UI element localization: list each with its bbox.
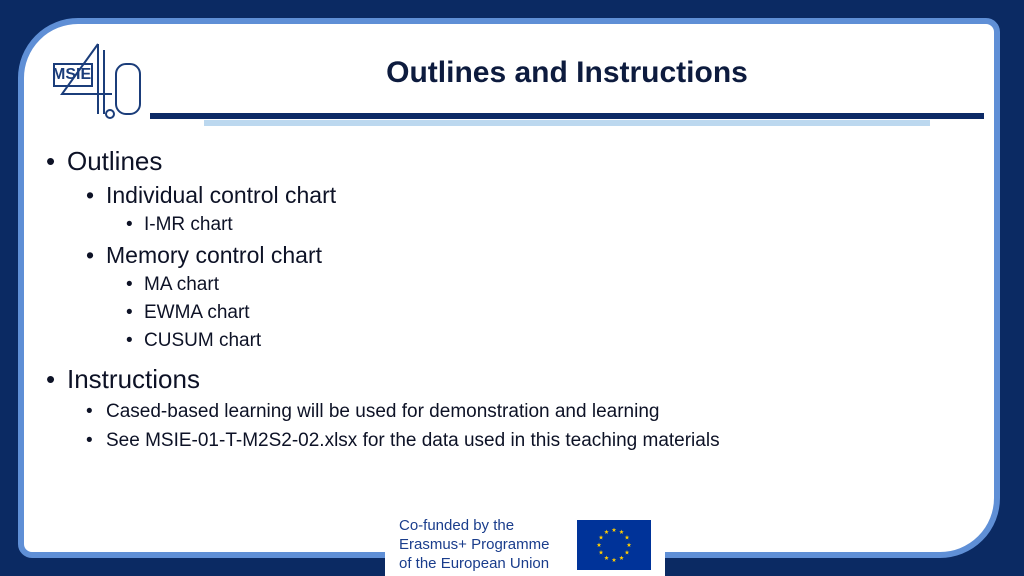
bullet-icon: • <box>126 274 133 295</box>
title-rule-shadow <box>204 120 930 126</box>
instructions-heading-label: Instructions <box>67 364 200 394</box>
list-subitem <box>44 327 944 355</box>
list-subitem-label: I-MR chart <box>144 214 233 235</box>
list-subitem <box>44 271 944 299</box>
bullet-icon: • <box>126 302 133 323</box>
page-title: Outlines and Instructions <box>386 56 748 89</box>
bullet-icon: • <box>86 242 95 268</box>
eu-line-2: Erasmus+ Programme <box>399 536 550 553</box>
eu-cofunded-text <box>399 516 569 573</box>
list-item-label: Individual control chart <box>106 182 337 208</box>
eu-flag-icon <box>577 520 651 570</box>
list-item <box>44 239 944 271</box>
bullet-icon: • <box>126 214 133 235</box>
outline-heading-label: Outlines <box>67 146 163 176</box>
bullet-icon: • <box>46 146 56 176</box>
eu-line-3: of the European Union <box>399 555 550 572</box>
logo-text: MSIE <box>52 66 92 83</box>
list-subitem-label: CUSUM chart <box>144 330 262 351</box>
bullet-icon: • <box>126 330 133 351</box>
outline-heading <box>44 143 944 179</box>
list-item <box>44 179 944 211</box>
list-subitem-label: EWMA chart <box>144 302 250 323</box>
slide-content <box>44 143 944 455</box>
bullet-icon: • <box>86 430 93 451</box>
list-item-label: Cased-based learning will be used for demonstration and learning <box>106 401 660 422</box>
list-subitem-label: MA chart <box>144 274 219 295</box>
bullet-icon: • <box>46 364 56 394</box>
list-item <box>44 426 944 455</box>
list-item-label: Memory control chart <box>106 242 323 268</box>
list-subitem <box>44 299 944 327</box>
eu-line-1: Co-funded by the <box>399 517 515 534</box>
list-item <box>44 397 944 426</box>
bullet-icon: • <box>86 401 93 422</box>
bullet-icon: • <box>86 182 95 208</box>
title-rule <box>150 113 984 119</box>
instructions-heading <box>44 361 944 397</box>
eu-cofunded-badge <box>385 512 665 576</box>
list-item-label: See MSIE-01-T-M2S2-02.xlsx for the data used in this teaching materials <box>106 430 720 451</box>
list-subitem <box>44 211 944 239</box>
